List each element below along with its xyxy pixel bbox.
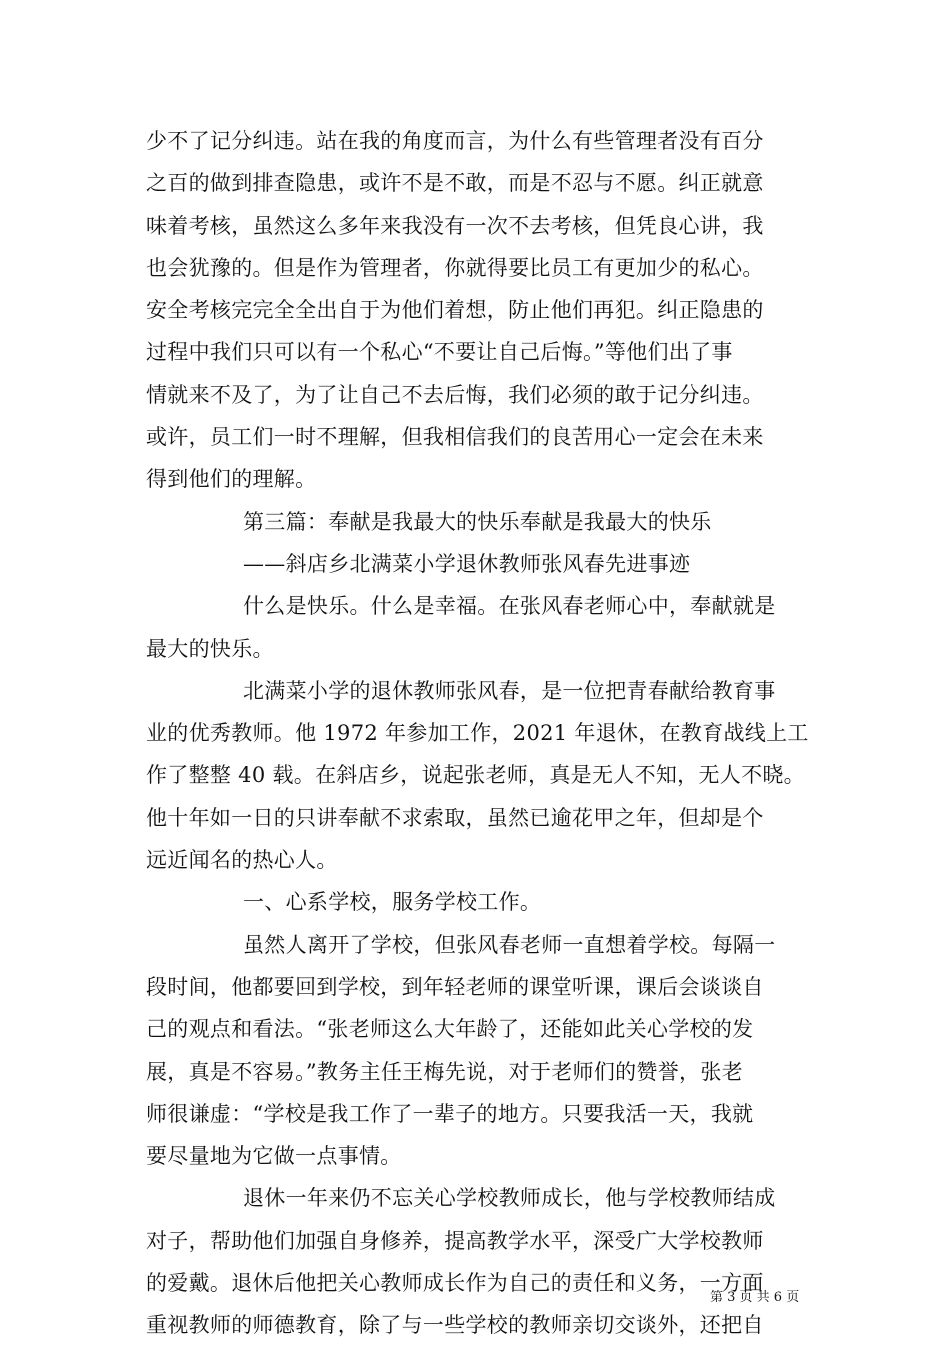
text-line: 作了整整 40 载。在斜店乡，说起张老师，真是无人不知，无人不晓。: [146, 763, 805, 788]
text-line: 过程中我们只可以有一个私心“不要让自己后悔。”等他们出了事: [146, 340, 733, 365]
text-line: 也会犹豫的。但是作为管理者，你就得要比员工有更加少的私心。: [146, 255, 764, 280]
text-line: 安全考核完完全全出自于为他们着想，防止他们再犯。纠正隐患的: [146, 298, 764, 323]
section-subtitle: ——斜店乡北满菜小学退休教师张风春先进事迹: [243, 551, 691, 576]
text-line: 对子，帮助他们加强自身修养，提高教学水平，深受广大学校教师: [146, 1228, 764, 1253]
text-line: 或许，员工们一时不理解，但我相信我们的良苦用心一定会在未来: [146, 425, 764, 450]
text-line: 最大的快乐。: [146, 636, 274, 661]
text-line: 重视教师的师德教育，除了与一些学校的教师亲切交谈外，还把自: [146, 1313, 764, 1338]
text-line: 退休一年来仍不忘关心学校教师成长，他与学校教师结成: [243, 1186, 776, 1211]
text-line: 情就来不及了，为了让自己不去后悔，我们必须的敢于记分纠违。: [146, 382, 764, 407]
section-title: 第三篇：奉献是我最大的快乐奉献是我最大的快乐: [243, 509, 712, 534]
text-line: 己的观点和看法。“张老师这么大年龄了，还能如此关心学校的发: [146, 1017, 754, 1042]
text-line: 他十年如一日的只讲奉献不求索取，虽然已逾花甲之年，但却是个: [146, 805, 764, 830]
text-line: 什么是快乐。什么是幸福。在张风春老师心中，奉献就是: [243, 594, 776, 619]
text-line: 北满菜小学的退休教师张风春，是一位把青春献给教育事: [243, 678, 776, 703]
text-line: 远近闻名的热心人。: [146, 848, 338, 873]
text-line: 师很谦虚：“学校是我工作了一辈子的地方。只要我活一天，我就: [146, 1101, 754, 1126]
text-line: 味着考核，虽然这么多年来我没有一次不去考核，但凭良心讲，我: [146, 213, 764, 238]
text-line: 段时间，他都要回到学校，到年轻老师的课堂听课，课后会谈谈自: [146, 974, 764, 999]
text-line: 的爱戴。退休后他把关心教师成长作为自己的责任和义务，一方面: [146, 1271, 764, 1296]
text-line: 得到他们的理解。: [146, 467, 317, 492]
text-line: 之百的做到排查隐患，或许不是不敢，而是不忍与不愿。纠正就意: [146, 171, 764, 196]
section-heading: 一、心系学校，服务学校工作。: [243, 890, 542, 915]
body-text: [146, 120, 814, 1347]
page-number-footer: 第 3 页 共 6 页: [710, 1290, 800, 1305]
text-line: 少不了记分纠违。站在我的角度而言，为什么有些管理者没有百分: [146, 129, 764, 153]
text-line: 业的优秀教师。他 1972 年参加工作，2021 年退休，在教育战线上工: [146, 721, 809, 746]
text-line: 虽然人离开了学校，但张风春老师一直想着学校。每隔一: [243, 932, 776, 957]
text-line: 要尽量地为它做一点事情。: [146, 1144, 402, 1169]
text-line: 展，真是不容易。”教务主任王梅先说，对于老师们的赞誉，张老: [146, 1059, 743, 1084]
